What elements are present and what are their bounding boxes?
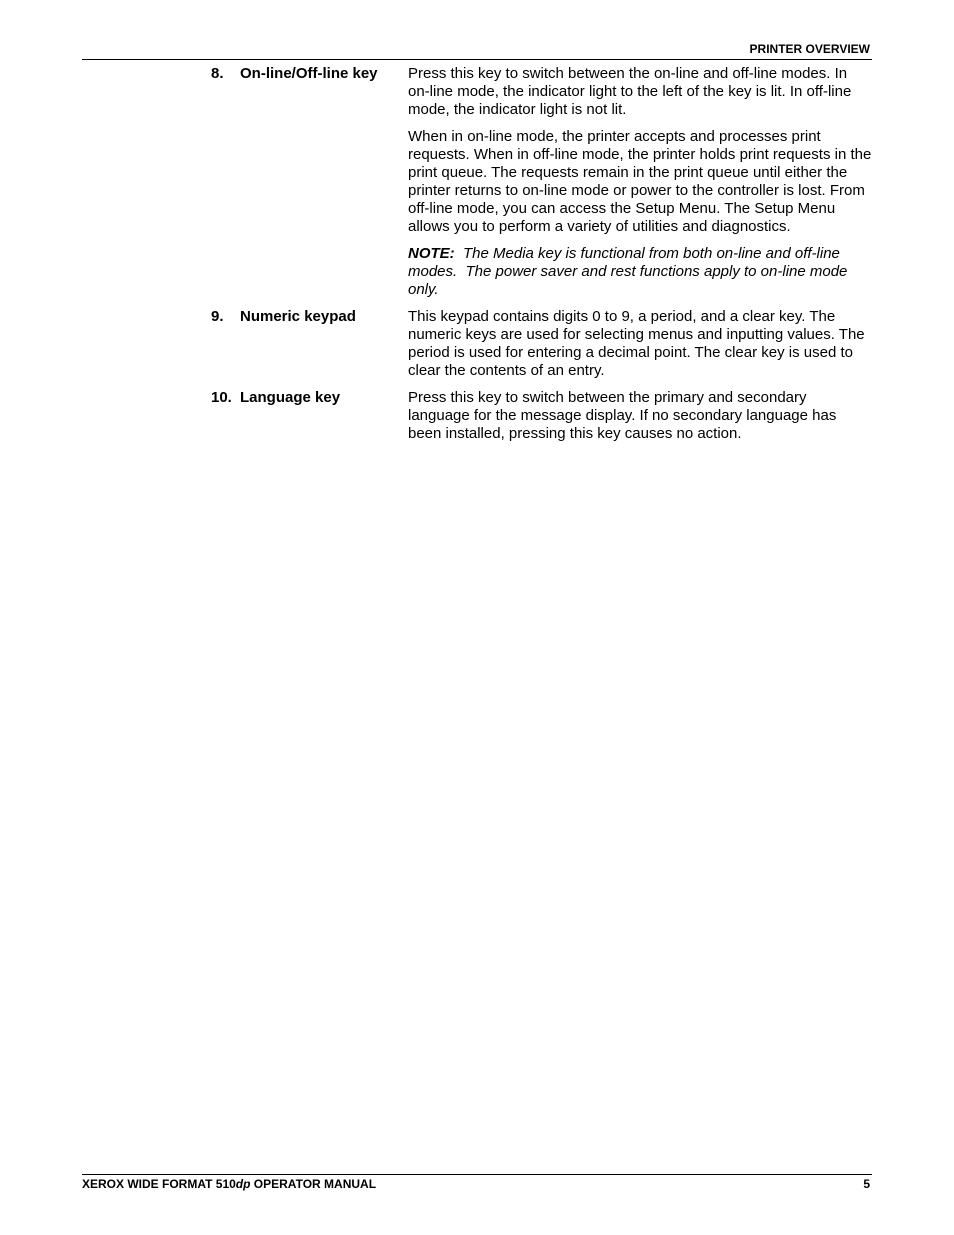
footer-manual-suffix: OPERATOR MANUAL <box>250 1177 377 1191</box>
entry-description <box>408 389 872 452</box>
entry-term: Numeric keypad <box>240 308 356 325</box>
description-paragraph: When in on-line mode, the printer accepts and processes print requests. When in off-line mode, the printer holds print requests in the print queue. The requests remain in the print queue until either the printer returns to on-line mode or power to the controller is lost. From off-line mode, you can access the Setup Menu. The Setup Menu allows you to perform a variety of utilities and diagnostics. <box>408 128 872 235</box>
entry-number: 8. <box>211 65 224 82</box>
footer-manual-model: dp <box>235 1177 251 1191</box>
running-header: PRINTER OVERVIEW <box>749 42 870 56</box>
entry-description <box>408 65 872 308</box>
entry-term: On-line/Off-line key <box>240 65 378 82</box>
footer-manual-title <box>82 1176 376 1192</box>
note-paragraph <box>408 245 872 299</box>
page-number: 5 <box>863 1177 870 1191</box>
entry-number: 9. <box>211 308 224 325</box>
entry-number: 10. <box>211 389 232 406</box>
header-rule <box>82 59 872 60</box>
description-paragraph: Press this key to switch between the primary and secondary language for the message display. If no secondary language has been installed, pressing this key causes no action. <box>408 389 837 442</box>
footer-manual-prefix: XEROX WIDE FORMAT 510 <box>82 1177 236 1191</box>
note-text: The Media key is functional from both on-line and off-line modes. The power saver and rest functions apply to on-line mode only. <box>408 245 852 298</box>
description-paragraph: Press this key to switch between the on-line and off-line modes. In on-line mode, the indicator light to the left of the key is lit. In off-line mode, the indicator light is not lit. <box>408 65 852 118</box>
entry-term: Language key <box>240 389 341 406</box>
note-label: NOTE: <box>408 245 455 262</box>
description-paragraph: This keypad contains digits 0 to 9, a period, and a clear key. The numeric keys are used for selecting menus and inputting values. The period is used for entering a decimal point. The clear key is used to clear the contents of an entry. <box>408 308 865 379</box>
footer-rule <box>82 1174 872 1175</box>
entry-description <box>408 308 872 389</box>
